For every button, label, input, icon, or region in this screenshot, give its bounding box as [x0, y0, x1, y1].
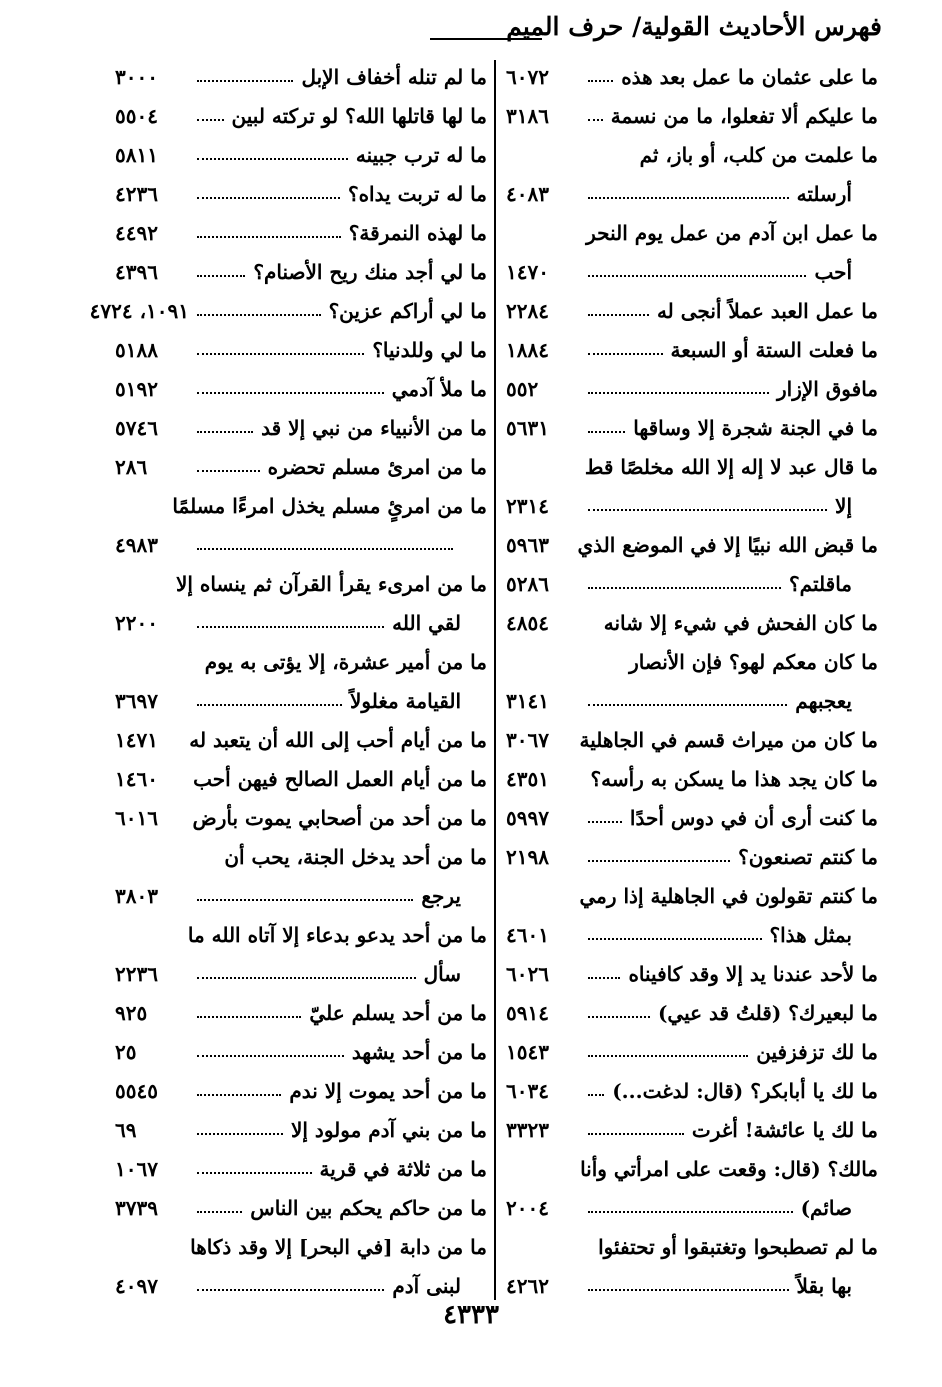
leader-dots	[588, 1289, 789, 1291]
entry-text: ما ملأ آدمي	[391, 377, 487, 401]
hadith-number: ٤٤٩٢	[115, 221, 158, 245]
index-entry	[115, 58, 487, 97]
leader-dots	[197, 431, 253, 433]
index-entry	[506, 526, 878, 565]
leader-dots	[588, 197, 789, 199]
leader-dots	[197, 470, 260, 472]
entry-text: ما لبعيرك؟ (قلتُ قد عيي)	[657, 1001, 878, 1025]
leader-dots	[197, 1016, 301, 1018]
entry-text: ما كان من ميراث قسم في الجاهلية	[579, 728, 878, 752]
leader-dots	[588, 587, 781, 589]
entry-text: ما كنتم تقولون في الجاهلية إذا رمي	[579, 884, 878, 908]
entry-text: القيامة مغلولاً	[349, 689, 461, 713]
leader-dots	[197, 899, 413, 901]
entry-text: ما من امرىء يقرأ القرآن ثم ينساه إلا	[175, 572, 487, 596]
index-entry	[115, 370, 487, 409]
hadith-number: ٦٠٣٤	[506, 1079, 549, 1103]
entry-text: ما من أحد يدعو بدعاء إلا آتاه الله ما	[187, 923, 487, 947]
index-entry	[506, 448, 878, 487]
hadith-number: ٢٥	[115, 1040, 137, 1064]
leader-dots	[197, 626, 384, 628]
entry-text: ما له ترب جبينه	[355, 143, 487, 167]
entry-text: ما من أيام أحب إلى الله أن يتعبد له	[189, 728, 487, 752]
page-number: ٤٣٣٣	[443, 1300, 499, 1330]
hadith-number: ١٤٧٠	[506, 260, 549, 284]
index-entry	[506, 643, 878, 682]
index-entry	[506, 214, 878, 253]
entry-text: ما لك تزفزفين	[756, 1040, 878, 1064]
index-entry	[506, 721, 878, 760]
hadith-number: ٢٣١٤	[506, 494, 549, 518]
entry-text: ما من بني آدم مولود إلا	[290, 1118, 487, 1142]
page-header	[430, 12, 882, 46]
index-entry	[115, 331, 487, 370]
hadith-number: ٥١٨٨	[115, 338, 158, 362]
hadith-number: ١٨٨٤	[506, 338, 549, 362]
hadith-number: ٢٢٨٤	[506, 299, 549, 323]
entry-text: يرجع	[421, 884, 461, 908]
index-entry	[115, 448, 487, 487]
hadith-number: ٥١٩٢	[115, 377, 158, 401]
leader-dots	[588, 1016, 650, 1018]
leader-dots	[197, 1055, 344, 1057]
entry-text: ما من أحد يشهد	[351, 1040, 487, 1064]
index-entry	[506, 877, 878, 916]
leader-dots	[588, 1211, 793, 1213]
entry-text: ما لأحد عندنا يد إلا وقد كافيناه	[628, 962, 878, 986]
leader-dots	[197, 236, 341, 238]
hadith-number: ٣٦٩٧	[115, 689, 158, 713]
hadith-number: ٥٦٣١	[506, 416, 549, 440]
entry-text: ماقلتم؟	[789, 572, 852, 596]
leader-dots	[197, 80, 293, 82]
leader-dots	[197, 119, 224, 121]
hadith-number: ٤٢٣٦	[115, 182, 158, 206]
hadith-number: ٢٠٠٤	[506, 1196, 549, 1220]
hadith-number: ٥٩٩٧	[506, 806, 549, 830]
index-entry	[115, 877, 487, 916]
index-entry	[506, 253, 878, 292]
index-entry	[115, 1072, 487, 1111]
entry-text: ما من الأنبياء من نبي إلا قد	[261, 416, 487, 440]
hadith-number: ٣١٤١	[506, 689, 549, 713]
index-entry	[115, 175, 487, 214]
hadith-number: ٥٥٢	[506, 377, 539, 401]
entry-text: ما كان معكم لهو؟ فإن الأنصار	[629, 650, 878, 674]
entry-text: بمثل هذا؟	[769, 923, 852, 947]
hadith-number: ٢٢٠٠	[115, 611, 158, 635]
leader-dots	[197, 197, 340, 199]
leader-dots	[197, 1133, 283, 1135]
leader-dots	[588, 392, 769, 394]
index-entry	[115, 604, 487, 643]
index-entry	[115, 916, 487, 955]
entry-text: ما من أحد من أصحابي يموت بأرض	[192, 806, 487, 830]
entry-text: مافوق الإزار	[776, 377, 878, 401]
index-entry	[115, 1228, 487, 1267]
index-entry	[115, 526, 487, 565]
index-entry	[506, 292, 878, 331]
entry-text: صائم)	[800, 1196, 852, 1220]
index-entry	[506, 682, 878, 721]
entry-text: ما فعلت الستة أو السبعة	[670, 338, 878, 362]
hadith-number: ٤٢٦٢	[506, 1274, 549, 1298]
leader-dots	[197, 704, 342, 706]
hadith-number: ٦٠١٦	[115, 806, 158, 830]
leader-dots	[197, 392, 384, 394]
index-entry	[115, 1189, 487, 1228]
entry-text: ما كان الفحش في شيء إلا شانه	[603, 611, 878, 635]
index-entry	[506, 370, 878, 409]
index-entry	[506, 916, 878, 955]
entry-text: ما من أيام العمل الصالح فيهن أحب	[193, 767, 487, 791]
index-entry	[506, 136, 878, 175]
index-entry	[115, 955, 487, 994]
leader-dots	[588, 1094, 604, 1096]
index-entry	[506, 1111, 878, 1150]
index-entry	[506, 58, 878, 97]
index-columns	[0, 58, 942, 1298]
leader-dots	[588, 977, 620, 979]
index-entry	[506, 799, 878, 838]
entry-text: ما من دابة [في البحر] إلا وقد ذكاها	[190, 1235, 487, 1259]
index-entry	[115, 1033, 487, 1072]
hadith-number: ١٤٦٠	[115, 767, 158, 791]
hadith-number: ٥٢٨٦	[506, 572, 549, 596]
entry-text: ما عمل العبد عملاً أنجى له	[656, 299, 878, 323]
entry-text: ما لي أجد منك ريح الأصنام؟	[253, 260, 487, 284]
hadith-number: ٥٨١١	[115, 143, 158, 167]
entry-text: ما من امرئٍ مسلم يخذل امرءًا مسلمًا	[172, 494, 487, 518]
leader-dots	[588, 314, 649, 316]
hadith-number: ٤٦٠١	[506, 923, 549, 947]
hadith-number: ٤٠٨٣	[506, 182, 549, 206]
entry-text: ما لك يا عائشة! أغرت	[691, 1118, 878, 1142]
index-entry	[115, 565, 487, 604]
leader-dots	[197, 353, 364, 355]
index-entry	[506, 565, 878, 604]
entry-text: ما من أحد يسلم عليّ	[309, 1001, 487, 1025]
index-entry	[506, 604, 878, 643]
index-entry	[115, 721, 487, 760]
index-entry	[506, 175, 878, 214]
leader-dots	[197, 548, 453, 550]
index-entry	[506, 1033, 878, 1072]
entry-text: ما لك يا أبابكر؟ (قال: لدغت...)	[612, 1079, 878, 1103]
hadith-number: ٤٩٨٣	[115, 533, 158, 557]
hadith-number: ٣٨٠٣	[115, 884, 158, 908]
hadith-number: ٦٠٧٢	[506, 65, 549, 89]
entry-text: ما لي وللدنيا؟	[372, 338, 487, 362]
leader-dots	[197, 314, 321, 316]
hadith-number: ١٥٤٣	[506, 1040, 549, 1064]
hadith-number: ١٤٧١	[115, 728, 158, 752]
hadith-number: ٢٨٦	[115, 455, 148, 479]
right-column	[506, 58, 878, 1306]
entry-text: لبنى آدم	[392, 1274, 461, 1298]
index-entry	[115, 409, 487, 448]
index-entry	[506, 1150, 878, 1189]
leader-dots	[197, 275, 245, 277]
entry-text: ما علمت من كلب، أو باز، ثم	[639, 143, 878, 167]
leader-dots	[197, 1211, 242, 1213]
hadith-number: ٣٠٠٠	[115, 65, 158, 89]
leader-dots	[588, 119, 603, 121]
leader-dots	[197, 1094, 281, 1096]
left-column	[89, 58, 487, 1306]
entry-text: مالك؟ (قال: وقعت على امرأتي وأنا	[580, 1157, 878, 1181]
entry-text: ما من أحد يموت إلا ندم	[289, 1079, 487, 1103]
hadith-number: ٥٥٤٥	[115, 1079, 158, 1103]
leader-dots	[588, 1133, 684, 1135]
leader-dots	[588, 353, 663, 355]
entry-text: ما لهذه النمرقة؟	[348, 221, 487, 245]
index-entry	[115, 97, 487, 136]
hadith-number: ٥٥٠٤	[115, 104, 158, 128]
index-entry	[115, 799, 487, 838]
index-entry	[506, 955, 878, 994]
index-entry	[115, 1150, 487, 1189]
index-entry	[115, 136, 487, 175]
index-entry	[506, 409, 878, 448]
hadith-number: ٥٩١٤	[506, 1001, 549, 1025]
hadith-number: ٤٣٥١	[506, 767, 549, 791]
entry-text: ما على عثمان ما عمل بعد هذه	[621, 65, 878, 89]
entry-text: ما من ثلاثة في قرية	[319, 1157, 487, 1181]
leader-dots	[197, 158, 348, 160]
entry-text: ما لم تصطبحوا وتغتبقوا أو تحتفئوا	[598, 1235, 878, 1259]
hadith-number: ٩٢٥	[115, 1001, 148, 1025]
hadith-number: ٤٣٩٦	[115, 260, 158, 284]
leader-dots	[197, 1172, 312, 1174]
entry-text: ما قبض الله نبيًا إلا في الموضع الذي	[577, 533, 878, 557]
hadith-number: ٦٩	[115, 1118, 137, 1142]
hadith-number: ٢٢٣٦	[115, 962, 158, 986]
entry-text: ما كنتم تصنعون؟	[738, 845, 878, 869]
entry-text: ما عليكم ألا تفعلوا، ما من نسمة	[610, 104, 878, 128]
index-entry	[115, 1111, 487, 1150]
index-entry	[115, 760, 487, 799]
hadith-number: ٣٧٣٩	[115, 1196, 158, 1220]
index-entry	[89, 292, 487, 331]
entry-text: ما من حاكم يحكم بين الناس	[250, 1196, 487, 1220]
leader-dots	[588, 821, 622, 823]
index-entry	[115, 487, 487, 526]
entry-text: ما لها قاتلها الله؟ لو تركته لبين	[231, 104, 487, 128]
leader-dots	[588, 80, 613, 82]
page-title: فهرس الأحاديث القولية/ حرف الميم	[506, 12, 882, 41]
leader-dots	[588, 275, 806, 277]
index-entry	[506, 97, 878, 136]
leader-dots	[588, 509, 827, 511]
index-entry	[506, 1189, 878, 1228]
entry-text: بها بقلاً	[796, 1274, 852, 1298]
hadith-number: ١٠٦٧	[115, 1157, 158, 1181]
index-entry	[506, 1072, 878, 1111]
entry-text: ما له تربت يداه؟	[347, 182, 487, 206]
leader-dots	[197, 1289, 384, 1291]
index-entry	[506, 838, 878, 877]
hadith-number: ٥٩٦٣	[506, 533, 549, 557]
entry-text: ما لي أراكم عزين؟	[328, 299, 487, 323]
leader-dots	[588, 938, 762, 940]
entry-text: ما كان يجد هذا ما يسكن به رأسه؟	[590, 767, 878, 791]
entry-text: ما من أمير عشرة، إلا يؤتى به يوم	[204, 650, 487, 674]
index-entry	[115, 214, 487, 253]
entry-text: ما كنت أرى أن في دوس أحدًا	[629, 806, 878, 830]
index-entry	[115, 994, 487, 1033]
index-entry	[115, 253, 487, 292]
entry-text: سأل	[423, 962, 461, 986]
header-rule	[430, 38, 542, 40]
index-entry	[506, 487, 878, 526]
entry-text: لقي الله	[392, 611, 461, 635]
leader-dots	[197, 977, 416, 979]
entry-text: ما لم تنله أخفاف الإبل	[301, 65, 487, 89]
index-entry	[115, 643, 487, 682]
leader-dots	[588, 704, 787, 706]
entry-text: ما قال عبد لا إله إلا الله مخلصًا قط	[584, 455, 878, 479]
entry-text: أرسلته	[796, 182, 852, 206]
leader-dots	[588, 431, 625, 433]
entry-text: ما من امرئ مسلم تحضره	[267, 455, 487, 479]
index-entry	[506, 760, 878, 799]
entry-text: ما في الجنة شجرة إلا وساقها	[633, 416, 878, 440]
index-entry	[506, 1228, 878, 1267]
hadith-number: ٣١٨٦	[506, 104, 549, 128]
index-entry	[115, 838, 487, 877]
hadith-number: ١٠٩١، ٤٧٢٤	[89, 299, 189, 323]
hadith-number: ٦٠٢٦	[506, 962, 549, 986]
index-entry	[506, 994, 878, 1033]
entry-text: ما من أحد يدخل الجنة، يحب أن	[224, 845, 487, 869]
entry-text: إلا	[835, 494, 852, 518]
hadith-number: ٣٣٢٣	[506, 1118, 549, 1142]
hadith-number: ٣٠٦٧	[506, 728, 549, 752]
leader-dots	[588, 860, 730, 862]
leader-dots	[588, 1055, 748, 1057]
index-entry	[115, 682, 487, 721]
index-entry	[506, 331, 878, 370]
entry-text: أحب	[814, 260, 852, 284]
hadith-number: ٥٧٤٦	[115, 416, 158, 440]
hadith-number: ٤٠٩٧	[115, 1274, 158, 1298]
entry-text: ما عمل ابن آدم من عمل يوم النحر	[586, 221, 878, 245]
hadith-number: ٤٨٥٤	[506, 611, 549, 635]
hadith-number: ٢١٩٨	[506, 845, 549, 869]
entry-text: يعجبهم	[795, 689, 852, 713]
